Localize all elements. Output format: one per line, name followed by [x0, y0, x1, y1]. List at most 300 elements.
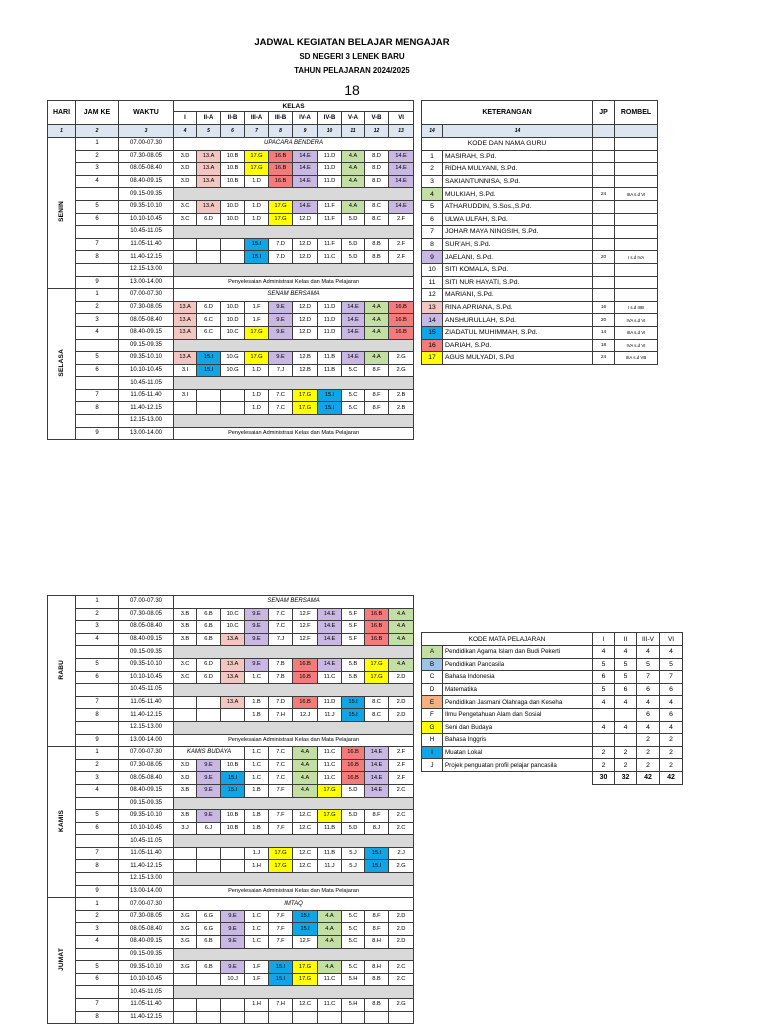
lesson-cell: 11.D: [318, 314, 342, 327]
lesson-cell: 13.A: [174, 326, 197, 339]
subject-code: A: [422, 646, 443, 659]
lesson-cell: 8.D: [365, 163, 389, 176]
teacher-rombel: [615, 175, 658, 188]
lesson-cell: 8.F: [365, 923, 389, 936]
waktu-cell: 09.15-09.35: [119, 646, 174, 659]
lesson-cell: 11.D: [318, 150, 342, 163]
lesson-cell: 10.D: [221, 301, 245, 314]
subject-hours: 6: [637, 708, 660, 721]
lesson-cell: 6.D: [197, 213, 221, 226]
teacher-jp: [593, 238, 615, 251]
lesson-cell: [221, 860, 245, 873]
class-header: III-A: [245, 112, 269, 125]
lesson-cell: 4.A: [293, 747, 318, 760]
subject-hours: 4: [593, 696, 615, 709]
lesson-cell: [197, 696, 221, 709]
subject-hours: 2: [615, 746, 637, 759]
lesson-cell: 7.F: [269, 784, 293, 797]
schedule-row: [48, 251, 414, 264]
lesson-cell: 9.E: [245, 621, 269, 634]
lesson-cell: 17.G: [293, 961, 318, 974]
teacher-row: [422, 251, 658, 264]
lesson-cell: [293, 1011, 318, 1024]
waktu-cell: 08.05-08.40: [119, 163, 174, 176]
lesson-cell: 17.G: [293, 389, 318, 402]
lesson-cell: 6.D: [197, 658, 221, 671]
subject-hours: 4: [615, 646, 637, 659]
lesson-cell: 10.G: [221, 364, 245, 377]
lesson-cell: 16.B: [389, 326, 414, 339]
teacher-row: [422, 150, 658, 163]
schedule-row: [48, 847, 414, 860]
lesson-cell: 9.E: [245, 633, 269, 646]
empty-cell: [443, 771, 593, 784]
lesson-cell: 8.J: [365, 822, 389, 835]
subject-total: 42: [637, 771, 660, 784]
class-header: II-A: [197, 112, 221, 125]
lesson-cell: 16.B: [269, 163, 293, 176]
lesson-cell: 7.J: [269, 364, 293, 377]
teacher-jp: [593, 226, 615, 239]
header-hari: HARI: [48, 101, 76, 125]
waktu-cell: 11.05-11.40: [119, 238, 174, 251]
lesson-cell: 4.A: [342, 150, 365, 163]
waktu-cell: 10.45-11.05: [119, 377, 174, 390]
teacher-jp: [593, 200, 615, 213]
subject-hours: 5: [615, 658, 637, 671]
teacher-code: 10: [422, 263, 443, 276]
subject-hours: 6: [593, 671, 615, 684]
lesson-cell: 4.A: [389, 621, 414, 634]
teacher-legend-table: [421, 100, 658, 365]
column-index: 2: [76, 125, 119, 138]
jam-ke-cell: 8: [76, 251, 119, 264]
teacher-code: 14: [422, 314, 443, 327]
lesson-cell: 4.A: [342, 175, 365, 188]
lesson-cell: 17.G: [269, 213, 293, 226]
subject-hours: [593, 708, 615, 721]
lesson-cell: 13.A: [221, 696, 245, 709]
jam-ke-cell: [76, 721, 119, 734]
jam-ke-cell: 6: [76, 671, 119, 684]
lesson-cell: 6.D: [197, 301, 221, 314]
jam-ke-cell: 6: [76, 973, 119, 986]
teacher-code: 13: [422, 301, 443, 314]
lesson-cell: 8.B: [365, 238, 389, 251]
subject-hours: 2: [593, 759, 615, 772]
subject-hours: 4: [615, 721, 637, 734]
subject-hours: 2: [615, 759, 637, 772]
break-cell: [174, 263, 414, 276]
schedule-row: [48, 427, 414, 440]
lesson-cell: 9.E: [269, 352, 293, 365]
lesson-cell: 2.D: [389, 910, 414, 923]
jam-ke-cell: 4: [76, 326, 119, 339]
jam-ke-cell: [76, 646, 119, 659]
lesson-cell: 5.C: [342, 402, 365, 415]
lesson-cell: 13.A: [197, 150, 221, 163]
lesson-cell: 7.J: [269, 633, 293, 646]
schedule-row: [48, 772, 414, 785]
teacher-jp: [593, 276, 615, 289]
lesson-cell: 3.D: [174, 175, 197, 188]
teacher-code: 2: [422, 163, 443, 176]
lesson-cell: 8.B: [365, 251, 389, 264]
jam-ke-cell: 8: [76, 860, 119, 873]
break-cell: [174, 873, 414, 886]
header-waktu: WAKTU: [119, 101, 174, 125]
waktu-cell: 08.05-08.40: [119, 314, 174, 327]
lesson-cell: 3.C: [174, 671, 197, 684]
lesson-cell: [269, 1011, 293, 1024]
lesson-cell: 12.C: [293, 810, 318, 823]
lesson-cell: 6.B: [197, 633, 221, 646]
subject-header: [422, 633, 683, 646]
lesson-cell: 3.B: [174, 810, 197, 823]
subject-code: D: [422, 683, 443, 696]
subject-row: [422, 671, 683, 684]
lesson-cell: 3.C: [174, 213, 197, 226]
lesson-cell: [389, 1011, 414, 1024]
break-row: [48, 948, 414, 961]
lesson-cell: 10.B: [221, 810, 245, 823]
lesson-cell: 15.I: [221, 784, 245, 797]
jam-ke-cell: 4: [76, 175, 119, 188]
lesson-cell: 6.B: [197, 621, 221, 634]
jam-ke-cell: 1: [76, 747, 119, 760]
break-cell: [174, 226, 414, 239]
lesson-cell: [221, 402, 245, 415]
subject-row: [422, 658, 683, 671]
lesson-cell: 8.F: [365, 402, 389, 415]
class-header: V-A: [342, 112, 365, 125]
lesson-cell: [174, 402, 197, 415]
lesson-cell: 7.D: [269, 251, 293, 264]
break-cell: [174, 948, 414, 961]
subject-row: [422, 721, 683, 734]
subject-hours: 2: [660, 746, 683, 759]
subject-hours: [615, 734, 637, 747]
jam-ke-cell: 1: [76, 596, 119, 609]
lesson-cell: 4.A: [389, 633, 414, 646]
lesson-cell: 8.F: [365, 389, 389, 402]
lesson-cell: 3.B: [174, 621, 197, 634]
lesson-cell: 5.J: [342, 847, 365, 860]
teacher-legend-header: [422, 101, 658, 151]
waktu-cell: 07.00-07.30: [119, 747, 174, 760]
lesson-cell: 9.E: [221, 961, 245, 974]
break-row: [48, 226, 414, 239]
lesson-cell: 10.D: [221, 200, 245, 213]
jam-ke-cell: 9: [76, 885, 119, 898]
subject-code-table: [421, 632, 683, 785]
lesson-cell: 15.I: [269, 961, 293, 974]
subject-name: Muatan Lokal: [443, 746, 593, 759]
lesson-cell: 15.I: [318, 389, 342, 402]
teacher-section-row: [422, 138, 658, 151]
lesson-cell: 5.B: [342, 658, 365, 671]
teacher-row: [422, 200, 658, 213]
class-header: IV-B: [318, 112, 342, 125]
lesson-cell: 3.G: [174, 923, 197, 936]
lesson-cell: 5.H: [342, 973, 365, 986]
lesson-cell: 10.G: [221, 352, 245, 365]
lesson-cell: 11.J: [318, 709, 342, 722]
header-level: II: [615, 633, 637, 646]
schedule-row: [48, 822, 414, 835]
waktu-cell: 09.35-10.10: [119, 658, 174, 671]
teacher-jp: [593, 163, 615, 176]
schedule-header: [48, 101, 414, 138]
lesson-cell: 14.E: [365, 747, 389, 760]
waktu-cell: 09.15-09.35: [119, 797, 174, 810]
jam-ke-cell: [76, 263, 119, 276]
teacher-rombel: IIIA s.d VI: [615, 188, 658, 201]
lesson-cell: 2.J: [389, 847, 414, 860]
day-cell: [48, 747, 76, 898]
lesson-cell: 7.F: [269, 822, 293, 835]
teacher-code: 6: [422, 213, 443, 226]
lesson-cell: 9.E: [221, 910, 245, 923]
lesson-cell: [174, 238, 197, 251]
waktu-cell: 09.35-10.10: [119, 810, 174, 823]
lesson-cell: 5.C: [342, 936, 365, 949]
header-kelas: KELAS: [174, 101, 414, 112]
schedule-row: [48, 163, 414, 176]
waktu-cell: 08.05-08.40: [119, 772, 174, 785]
jam-ke-cell: 2: [76, 150, 119, 163]
teacher-jp: 20: [593, 314, 615, 327]
teacher-jp: [593, 289, 615, 302]
subject-hours: 2: [637, 759, 660, 772]
schedule-row: [48, 885, 414, 898]
schedule-row: [48, 759, 414, 772]
jam-ke-cell: 9: [76, 427, 119, 440]
lesson-cell: 9.E: [221, 936, 245, 949]
schedule-row: [48, 213, 414, 226]
schedule-row: [48, 352, 414, 365]
schedule-row: [48, 314, 414, 327]
subject-hours: 2: [637, 746, 660, 759]
lesson-cell: [197, 709, 221, 722]
lesson-cell: 5.F: [342, 621, 365, 634]
subject-row: [422, 696, 683, 709]
activity-banner: UPACARA BENDERA: [174, 138, 414, 151]
activity-banner: IMTAQ: [174, 898, 414, 911]
lesson-cell: 16.B: [293, 696, 318, 709]
jam-ke-cell: 3: [76, 621, 119, 634]
lesson-cell: 13.A: [221, 633, 245, 646]
lesson-cell: 9.E: [269, 301, 293, 314]
lesson-cell: 6.J: [197, 822, 221, 835]
lesson-cell: 7.B: [269, 658, 293, 671]
lesson-cell: 3.B: [174, 608, 197, 621]
subject-row: [422, 683, 683, 696]
jam-ke-cell: 7: [76, 389, 119, 402]
lesson-cell: 7.C: [269, 608, 293, 621]
lesson-cell: 14.E: [365, 784, 389, 797]
column-index: 9: [293, 125, 318, 138]
lesson-cell: 4.A: [318, 923, 342, 936]
lesson-cell: 12.D: [293, 238, 318, 251]
lesson-cell: 11.J: [318, 860, 342, 873]
activity-banner: SENAM BERSAMA: [174, 596, 414, 609]
lesson-cell: 4.A: [365, 352, 389, 365]
column-index: 12: [365, 125, 389, 138]
lesson-cell: 6.G: [197, 923, 221, 936]
subject-total: 30: [593, 771, 615, 784]
lesson-cell: 16.B: [342, 772, 365, 785]
jam-ke-cell: 5: [76, 961, 119, 974]
lesson-cell: 3.D: [174, 759, 197, 772]
lesson-cell: 11.B: [318, 364, 342, 377]
subject-hours: [593, 734, 615, 747]
subject-name: Ilmu Pengetahuan Alam dan Sosial: [443, 708, 593, 721]
waktu-cell: 10.10-10.45: [119, 364, 174, 377]
header-level: VI: [660, 633, 683, 646]
teacher-rombel: IIIA s.d VB: [615, 352, 658, 365]
teacher-name: MARIANI, S.Pd.: [443, 289, 593, 302]
lesson-cell: 16.B: [342, 759, 365, 772]
lesson-cell: 16.B: [269, 175, 293, 188]
teacher-name: JOHAR MAYA NINGSIH, S.Pd.: [443, 226, 593, 239]
lesson-cell: 16.B: [269, 150, 293, 163]
waktu-cell: 08.40-09.15: [119, 784, 174, 797]
jam-ke-cell: 2: [76, 759, 119, 772]
break-row: [48, 986, 414, 999]
column-index: 5: [197, 125, 221, 138]
lesson-cell: 4.A: [342, 163, 365, 176]
waktu-cell: 07.00-07.30: [119, 898, 174, 911]
lesson-cell: 1.C: [245, 759, 269, 772]
waktu-cell: 07.30-08.05: [119, 301, 174, 314]
header-row: [48, 101, 414, 112]
waktu-cell: 11.05-11.40: [119, 999, 174, 1012]
teacher-jp: 24: [593, 352, 615, 365]
waktu-cell: 08.05-08.40: [119, 923, 174, 936]
lesson-cell: 3.I: [174, 389, 197, 402]
lesson-cell: 12.F: [293, 633, 318, 646]
school-name: SD NEGERI 3 LENEK BARU: [299, 52, 405, 61]
subject-row: [422, 646, 683, 659]
subject-code: H: [422, 734, 443, 747]
waktu-cell: 09.15-09.35: [119, 188, 174, 201]
lesson-cell: 15.I: [293, 910, 318, 923]
waktu-cell: 07.30-08.05: [119, 608, 174, 621]
jam-ke-cell: 7: [76, 696, 119, 709]
subject-hours: 5: [615, 671, 637, 684]
lesson-cell: 14.E: [389, 163, 414, 176]
waktu-cell: 07.00-07.30: [119, 596, 174, 609]
lesson-cell: 2.F: [389, 747, 414, 760]
lesson-cell: 4.A: [293, 784, 318, 797]
jam-ke-cell: 4: [76, 936, 119, 949]
class-header: III-B: [269, 112, 293, 125]
lesson-cell: 11.D: [318, 175, 342, 188]
lesson-cell: 7.D: [269, 238, 293, 251]
lesson-cell: 3.J: [174, 822, 197, 835]
lesson-cell: 1.H: [245, 860, 269, 873]
subject-name: Matematika: [443, 683, 593, 696]
lesson-cell: 17.G: [318, 784, 342, 797]
subject-code: C: [422, 671, 443, 684]
teacher-code: 8: [422, 238, 443, 251]
lesson-cell: 1.F: [245, 301, 269, 314]
subject-hours: 2: [660, 759, 683, 772]
waktu-cell: 07.00-07.30: [119, 138, 174, 151]
lesson-cell: 5.D: [342, 810, 365, 823]
page-number: 18: [344, 82, 360, 98]
lesson-cell: 16.B: [293, 658, 318, 671]
activity-note: Penyelesaian Administrasi Kelas dan Mata Pelajaran: [174, 276, 414, 289]
lesson-cell: [197, 402, 221, 415]
lesson-cell: 5.D: [342, 822, 365, 835]
lesson-cell: 14.E: [365, 759, 389, 772]
lesson-cell: 11.D: [318, 163, 342, 176]
teacher-rombel: IVA s.d VI: [615, 314, 658, 327]
lesson-cell: 16.B: [365, 608, 389, 621]
break-row: [48, 339, 414, 352]
waktu-cell: 08.40-09.15: [119, 633, 174, 646]
teacher-rombel: I s.d IVA: [615, 251, 658, 264]
teacher-jp: [593, 175, 615, 188]
break-row: [48, 835, 414, 848]
empty-cell: [593, 138, 615, 151]
lesson-cell: [342, 1011, 365, 1024]
lesson-cell: 1.F: [245, 973, 269, 986]
subject-code: B: [422, 658, 443, 671]
lesson-cell: 3.I: [174, 364, 197, 377]
lesson-cell: 1.J: [245, 847, 269, 860]
teacher-name: SITI KOMALA, S.Pd.: [443, 263, 593, 276]
activity-note: Penyelesaian Administrasi Kelas dan Mata Pelajaran: [174, 427, 414, 440]
lesson-cell: 2.B: [389, 402, 414, 415]
subject-hours: 7: [660, 671, 683, 684]
lesson-cell: 12.C: [293, 822, 318, 835]
lesson-cell: 1.C: [245, 747, 269, 760]
activity-note: Penyelesaian Administrasi Kelas dan Mata Pelajaran: [174, 734, 414, 747]
lesson-cell: 11.C: [318, 759, 342, 772]
schedule-row: [48, 784, 414, 797]
day-cell: [48, 289, 76, 440]
jam-ke-cell: 6: [76, 213, 119, 226]
lesson-cell: 17.G: [365, 658, 389, 671]
lesson-cell: 3.D: [174, 772, 197, 785]
teacher-jp: [593, 150, 615, 163]
jam-ke-cell: 6: [76, 822, 119, 835]
lesson-cell: 7.C: [269, 759, 293, 772]
schedule-row: [48, 238, 414, 251]
lesson-cell: 14.E: [389, 175, 414, 188]
waktu-cell: 10.10-10.45: [119, 822, 174, 835]
waktu-cell: 13.00-14.00: [119, 885, 174, 898]
lesson-cell: 12.D: [293, 301, 318, 314]
lesson-cell: 1.C: [245, 936, 269, 949]
header-jp: JP: [593, 101, 615, 125]
subject-header-row: [422, 633, 683, 646]
lesson-cell: 2.D: [389, 671, 414, 684]
lesson-cell: 12.F: [293, 621, 318, 634]
schedule-row: [48, 860, 414, 873]
lesson-cell: [221, 389, 245, 402]
lesson-cell: 7.F: [269, 910, 293, 923]
waktu-cell: 07.30-08.05: [119, 150, 174, 163]
subject-code: G: [422, 721, 443, 734]
waktu-cell: 11.05-11.40: [119, 389, 174, 402]
lesson-cell: 2.D: [389, 936, 414, 949]
jam-ke-cell: 3: [76, 163, 119, 176]
break-cell: [174, 339, 414, 352]
